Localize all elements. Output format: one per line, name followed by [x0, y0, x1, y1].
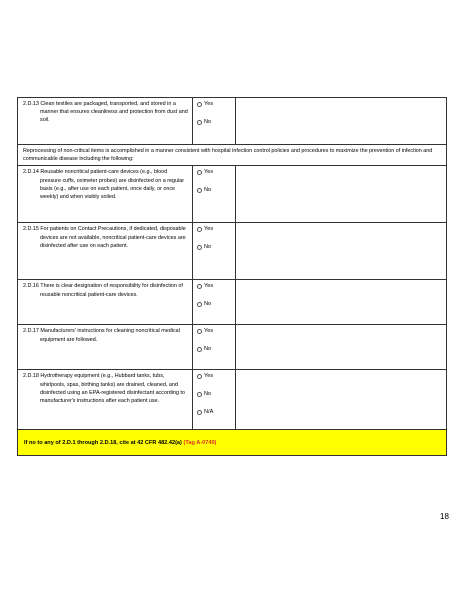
notes-cell[interactable] [236, 280, 446, 324]
item-options [193, 370, 236, 429]
tag-reference: (Tag A-0749) [183, 439, 217, 446]
radio-button-icon[interactable] [197, 347, 202, 352]
option-yes[interactable] [197, 327, 235, 335]
item-row-2d18 [18, 370, 446, 430]
page-number: 18 [440, 512, 449, 521]
question-text: 2.D.17 Manufacturers' instructions for cleaning noncritical medical equipment are followed. [23, 328, 180, 343]
radio-button-icon[interactable] [197, 410, 202, 415]
radio-button-icon[interactable] [197, 188, 202, 193]
item-row-2d13 [18, 98, 446, 145]
notes-cell[interactable] [236, 166, 446, 222]
item-question [18, 280, 193, 324]
question-text: 2.D.16 There is clear designation of responsibility for disinfection of reusable noncritical patient-care devices. [23, 283, 183, 298]
radio-button-icon[interactable] [197, 392, 202, 397]
option-yes[interactable] [197, 168, 235, 176]
option-label: No [204, 119, 212, 125]
radio-button-icon[interactable] [197, 374, 202, 379]
option-label: N/A [204, 409, 214, 416]
option-no[interactable] [197, 345, 235, 353]
option-label: No [204, 301, 212, 308]
question-text: 2.D.14 Reusable noncritical patient-care devices (e.g., blood pressure cuffs, oximeter probes) are disinfected on a regular basis (e.g., after use on each patient, once daily, or once weekly) and when visibly soiled. [23, 169, 185, 201]
item-row-2d15 [18, 223, 446, 280]
option-yes[interactable] [197, 372, 235, 380]
option-label: Yes [204, 226, 214, 233]
option-label: Yes [204, 101, 214, 107]
option-label: Yes [204, 169, 214, 176]
option-no[interactable] [197, 300, 235, 308]
item-question [18, 166, 193, 222]
option-label: Yes [204, 283, 214, 290]
notes-cell[interactable] [236, 370, 446, 429]
section-banner: Reprocessing of non-critical items is accomplished in a manner consistent with hospital infection control policies and procedures to maximize the prevention of infection and communicable disease including the following: [18, 145, 446, 166]
question-text: 2.D.15 For patients on Contact Precautions, if dedicated, disposable devices are not available, noncritical patient-care devices are disinfected after use on each patient. [23, 226, 186, 249]
item-options [193, 325, 236, 369]
option-label: Yes [204, 328, 214, 335]
item-options [193, 280, 236, 324]
radio-button-icon[interactable] [197, 102, 202, 107]
radio-button-icon[interactable] [197, 284, 202, 289]
question-text: 2.D.13 Clean textiles are packaged, transported, and stored in a manner that ensures cleanliness and protection from dust and soil. [23, 101, 188, 124]
option-no[interactable] [197, 243, 235, 251]
option-no[interactable] [197, 390, 235, 398]
item-row-2d14 [18, 166, 446, 223]
item-row-2d16 [18, 280, 446, 325]
radio-button-icon[interactable] [197, 329, 202, 334]
citation-text: If no to any of 2.D.1 through 2.D.18, cite at 42 CFR 482.42(a) [24, 439, 182, 446]
option-no[interactable] [197, 118, 235, 126]
citation-footer [18, 430, 446, 455]
item-options [193, 166, 236, 222]
option-label: No [204, 187, 212, 194]
option-label: No [204, 346, 212, 353]
option-yes[interactable] [197, 282, 235, 290]
radio-button-icon[interactable] [197, 302, 202, 307]
item-question [18, 325, 193, 369]
option-yes[interactable] [197, 225, 235, 233]
notes-cell[interactable] [236, 325, 446, 369]
notes-cell[interactable] [236, 98, 446, 144]
checklist-table [17, 97, 447, 456]
item-question [18, 370, 193, 429]
option-na[interactable] [197, 408, 235, 416]
option-label: No [204, 391, 212, 398]
notes-cell[interactable] [236, 223, 446, 279]
question-text: 2.D.18 Hydrotherapy equipment (e.g., Hubbard tanks, tubs, whirlpools, spas, birthing tanks) are drained, cleaned, and disinfected using an EPA-registered disinfectant according to manufacturer's instructions after each patient use. [23, 373, 185, 405]
item-question [18, 98, 193, 144]
option-no[interactable] [197, 186, 235, 194]
radio-button-icon[interactable] [197, 245, 202, 250]
radio-button-icon[interactable] [197, 120, 202, 125]
item-options [193, 98, 236, 144]
option-yes[interactable] [197, 100, 235, 108]
option-label: Yes [204, 373, 214, 380]
radio-button-icon[interactable] [197, 227, 202, 232]
item-question [18, 223, 193, 279]
item-row-2d17 [18, 325, 446, 370]
radio-button-icon[interactable] [197, 170, 202, 175]
option-label: No [204, 244, 212, 251]
item-options [193, 223, 236, 279]
